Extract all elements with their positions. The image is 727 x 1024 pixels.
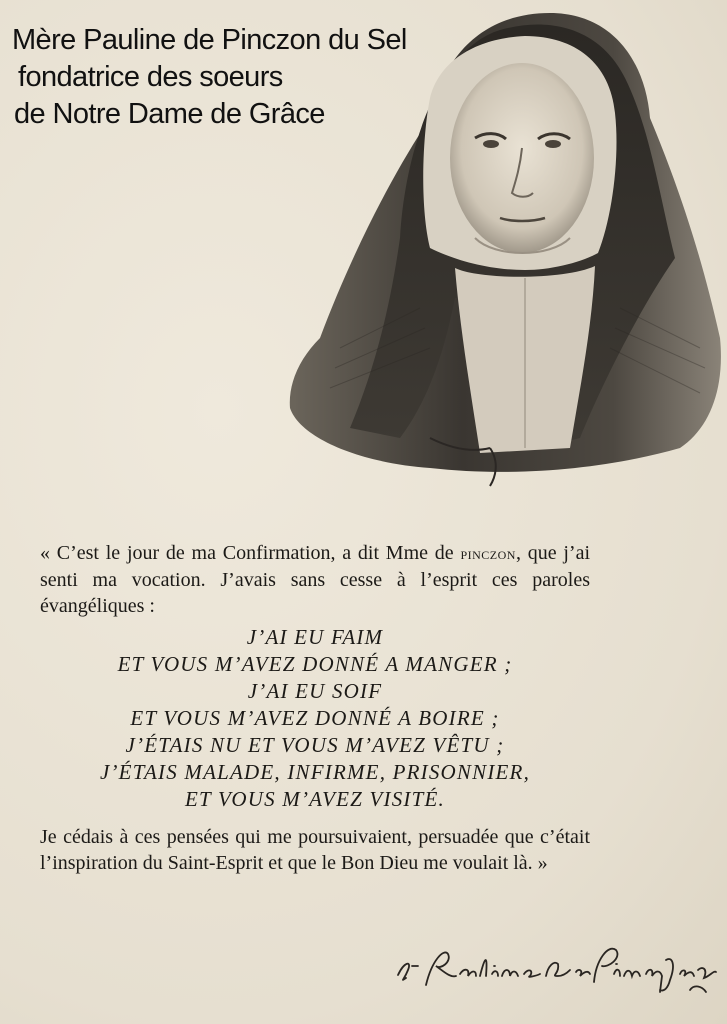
caption-line-1: Mère Pauline de Pinczon du Sel (12, 24, 407, 56)
caption-line-2: fondatrice des soeurs (18, 61, 283, 93)
verse-line: ET VOUS M’AVEZ VISITÉ. (185, 787, 445, 811)
gospel-verse (40, 624, 590, 813)
verse-line: J’AI EU SOIF (247, 679, 383, 703)
quote-intro (40, 540, 590, 619)
verse-line: J’AI EU FAIM (246, 625, 384, 649)
signature-image (390, 930, 720, 1000)
verse-line: J’ÉTAIS NU ET VOUS M’AVEZ VÊTU ; (125, 733, 505, 757)
verse-line: ET VOUS M’AVEZ DONNÉ A MANGER ; (117, 652, 513, 676)
quote-outro-text: Je cédais à ces pensées qui me poursuivaient, persuadée que c’était l’inspiration du Saint-Esprit et que le Bon Dieu me voulait là. » (40, 826, 590, 874)
verse-line: ET VOUS M’AVEZ DONNÉ A BOIRE ; (130, 706, 500, 730)
quote-outro (40, 824, 590, 876)
quote-intro-part-b: , que j’ai senti ma vocation. J’avais sans cesse à l’esprit ces paroles évangéliques : (40, 542, 591, 617)
quote-intro-part-a: « C’est le jour de ma Confirmation, a dit Mme de (40, 542, 454, 564)
caption-line-3: de Notre Dame de Grâce (14, 98, 325, 130)
quote-intro-name: pinczon (460, 544, 516, 563)
portrait-image (280, 8, 725, 488)
verse-line: J’ÉTAIS MALADE, INFIRME, PRISONNIER, (99, 760, 531, 784)
